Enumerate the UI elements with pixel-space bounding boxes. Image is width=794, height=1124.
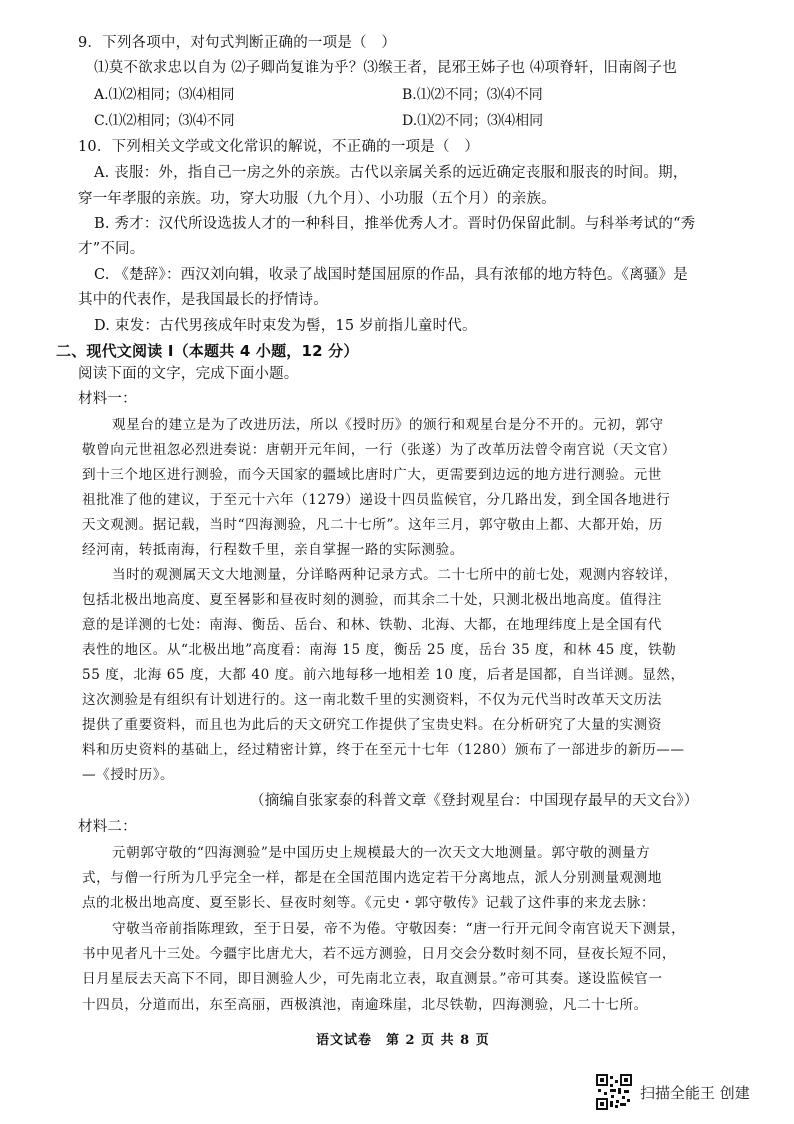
material1-line: 天文观测。据记载，当时“四海测验，凡二十七所”。这年三月，郭守敬由上都、大都开始，历 [82, 517, 663, 533]
material1-line: 当时的观测属天文大地测量，分详略两种记录方式。二十七所中的前七处，观测内容较详， [112, 567, 678, 583]
material1-line: 这次测验是有组织有计划进行的。这一南北数千里的实测资料，不仅为元代当时改革天文历法 [82, 692, 662, 708]
material1-line: 经河南，转抵南海，行程数千里，亲自掌握一路的实际测验。 [82, 542, 464, 558]
material1-line: 观星台的建立是为了改进历法，所以《授时历》的颁行和观星台是分不开的。元初，郭守 [112, 417, 664, 433]
q10-option-b-line2: 才”不同。 [78, 241, 145, 257]
q9-option-d: D.⑴⑵不同；⑶⑷相同 [402, 113, 544, 129]
q10-option-c-line1: C. 《楚辞》：西汉刘向辑，收录了战国时楚国屈原的作品，具有浓郁的地方特色。《离骚》是 [94, 267, 688, 283]
page-footer: 语文试卷 第 2 页 共 8 页 [316, 1033, 490, 1048]
q10-option-b-line1: B. 秀才：汉代所设选拔人才的一种科目，推举优秀人才。晋时仍保留此制。与科举考试的“秀 [94, 216, 696, 232]
q9-option-b: B.⑴⑵不同；⑶⑷不同 [402, 87, 543, 103]
section-instruction: 阅读下面的文字，完成下面小题。 [78, 366, 299, 382]
material1-line: 意的是详测的七处：南海、衡岳、岳台、和林、铁勒、北海、大都，在地理纬度上是全国有代 [82, 617, 662, 633]
scanner-watermark: 扫描全能王 创建 [640, 1084, 750, 1102]
material2-line: 元朝郭守敬的“四海测验”是中国历史上规模最大的一次天文大地测量。郭守敬的测量方 [112, 845, 651, 861]
material1-line: 55 度，北海 65 度，大都 40 度。前六地每移一地相差 10 度，后者是国都，自当详测。显然， [82, 667, 685, 683]
material1-line: 到十三个地区进行测验，而今天国家的疆域比唐时广大，更需要到边远的地方进行测验。元世 [82, 467, 662, 483]
material1-line: 包括北极出地高度、夏至晷影和昼夜时刻的测验，而其余二十处，只测北极出地高度。值得注 [82, 592, 662, 608]
material2-label: 材料二： [78, 819, 137, 835]
q9-option-a: A.⑴⑵相同；⑶⑷相同 [94, 87, 235, 103]
material2-line: 点的北极出地高度、夏至影长、昼夜时刻等。《元史・郭守敬传》记载了这件事的来龙去脉： [82, 895, 656, 911]
q9-sentences: ⑴莫不欲求忠以自为 ⑵子卿尚复谁为乎？⑶缑王者，昆邪王姊子也 ⑷项脊轩，旧南阁子也 [94, 60, 677, 76]
material1-line: 提供了重要资料，而且也为此后的天文研究工作提供了宝贵史料。在分析研究了大量的实测资 [82, 717, 662, 733]
material1-source: （摘编自张家泰的科普文章《登封观星台：中国现存最早的天文台》） [250, 793, 699, 809]
material2-line: 十四员，分道而出，东至高丽，西极滇池，南逾珠崖，北尽铁勒，四海测验，凡二十七所。 [82, 997, 648, 1013]
material1-line: 表性的地区。从“北极出地”高度看：南海 15 度，衡岳 25 度，岳台 35 度，和林 45 度，铁勒 [82, 642, 677, 658]
q10-option-a-line2: 穿一年孝服的亲族。功，穿大功服（九个月）、小功服（五个月）的亲族。 [78, 191, 556, 207]
material1-label: 材料一： [78, 391, 137, 407]
material1-line: 敬曾向元世祖忽必烈进奏说：唐朝开元年间，一行（张遂）为了改革历法曾令南宫说（天文官） [82, 442, 677, 458]
q10-stem: 10．下列相关文学或文化常识的解说，不正确的一项是（ ） [78, 139, 480, 155]
section-heading: 二、现代文阅读 I（本题共 4 小题，12 分） [56, 342, 359, 360]
material1-line: 料和历史资料的基础上，经过精密计算，终于在至元十七年（1280）颁布了一部进步的新历—— [82, 742, 685, 758]
q10-option-a-line1: A. 丧服：外，指自己一房之外的亲族。古代以亲属关系的远近确定丧服和服丧的时间。期， [94, 165, 688, 181]
material1-line: 祖批准了他的建议，于至元十六年（1279）递设十四员监候官，分几路出发，到全国各地进行 [82, 492, 671, 508]
material1-line: —《授时历》。 [82, 767, 175, 783]
q9-option-c: C.⑴⑵相同；⑶⑷不同 [94, 113, 235, 129]
material2-line: 书中见者凡十三处。今疆宇比唐尤大，若不远方测验，日月交会分数时刻不同，昼夜长短不同， [82, 946, 677, 962]
qr-code-icon [596, 1074, 632, 1110]
material2-line: 式，与僧一行所为几乎完全一样，都是在全国范围内选定若干分离地点，派人分别测量观测地 [82, 870, 662, 886]
q10-option-d: D. 束发：古代男孩成年时束发为髻，15 岁前指儿童时代。 [94, 318, 477, 334]
q10-option-c-line2: 其中的代表作，是我国最长的抒情诗。 [78, 292, 328, 308]
material2-line: 守敬当帝前指陈理致，至于日晏，帝不为倦。守敬因奏：“唐一行开元间令南宫说天下测景， [112, 921, 686, 937]
material2-line: 日月星辰去天高下不同，即目测验人少，可先南北立表，取直测景。”帝可其奏。遂设监候官一 [82, 971, 663, 987]
q9-stem: 9．下列各项中，对句式判断正确的一项是（ ） [78, 35, 397, 51]
